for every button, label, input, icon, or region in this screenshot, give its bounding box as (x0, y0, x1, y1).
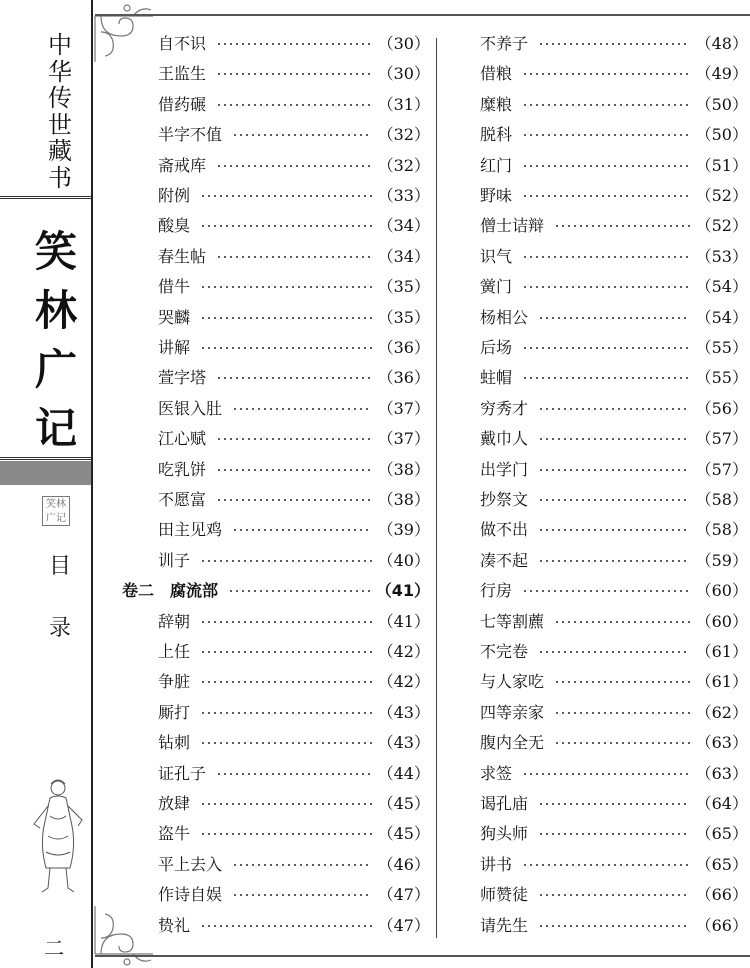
dot-leader (216, 164, 372, 168)
dot-leader (554, 741, 690, 745)
dot-leader (554, 680, 690, 684)
toc-entry (480, 759, 748, 789)
toc-entry-title: 凑不起 (480, 551, 529, 570)
toc-label-char: 目 (48, 554, 71, 579)
dot-leader (200, 741, 372, 745)
dot-leader (200, 224, 372, 228)
toc-entry-page: （51） (695, 156, 748, 175)
dot-leader (200, 711, 372, 715)
column-divider (436, 38, 437, 938)
dot-leader (232, 893, 372, 897)
toc-entry-title: 行房 (480, 581, 513, 600)
toc-entry-title: 训子 (158, 551, 191, 570)
toc-entry-title: 放肆 (158, 794, 191, 813)
dot-leader (538, 437, 690, 441)
dot-leader (200, 194, 372, 198)
toc-entry-page: （37） (377, 399, 430, 418)
corner-ornament-top-icon (93, 2, 155, 64)
toc-entry (158, 759, 430, 789)
toc-entry-title: 讲书 (480, 855, 513, 874)
sidebar (0, 0, 92, 968)
toc-entry-title: 贽礼 (158, 916, 191, 935)
dot-leader (200, 924, 372, 928)
toc-entry-page: （42） (377, 642, 430, 661)
dot-leader (522, 863, 690, 867)
toc-entry-title: 江心赋 (158, 429, 207, 448)
toc-entry-page: （39） (377, 520, 430, 539)
toc-entry-title: 做不出 (480, 520, 529, 539)
toc-entry (480, 424, 748, 454)
toc-entry-page: （30） (377, 34, 430, 53)
toc-entry-page: （35） (377, 277, 430, 296)
toc-entry-page: （58） (695, 490, 748, 509)
toc-entry (480, 546, 748, 576)
toc-entry-title: 狗头师 (480, 824, 529, 843)
toc-entry-page: （38） (377, 490, 430, 509)
toc-entry-title: 野味 (480, 186, 513, 205)
toc-entry-page: （30） (377, 64, 430, 83)
toc-entry-title: 请先生 (480, 916, 529, 935)
toc-entry (480, 576, 748, 606)
toc-entry-title: 戴巾人 (480, 429, 529, 448)
series-title (40, 32, 80, 191)
toc-entry (158, 819, 430, 849)
title-char: 林 (34, 286, 77, 335)
toc-entry (480, 181, 748, 211)
toc-entry-page: （57） (695, 460, 748, 479)
scholar-figure-illustration (28, 776, 88, 896)
dot-leader (554, 620, 690, 624)
dot-leader (216, 437, 372, 441)
dot-leader (216, 42, 372, 46)
toc-entry (158, 667, 430, 697)
toc-entry-page: （57） (695, 429, 748, 448)
toc-entry-page: （64） (695, 794, 748, 813)
top-border (95, 14, 750, 16)
toc-entry (158, 850, 430, 880)
toc-entry-title: 上任 (158, 642, 191, 661)
toc-entry (480, 819, 748, 849)
toc-entry-title: 证孔子 (158, 764, 207, 783)
gray-band (0, 461, 91, 485)
toc-entry-page: （41） (377, 612, 430, 631)
toc-entry-page: （56） (695, 399, 748, 418)
toc-entry-page: （32） (377, 156, 430, 175)
toc-entry (158, 911, 430, 941)
dot-leader (232, 528, 372, 532)
toc-entry-page: （60） (695, 581, 748, 600)
toc-entry-title: 医银入肚 (158, 399, 223, 418)
toc-entry-title: 借药碾 (158, 95, 207, 114)
toc-entry-title: 识气 (480, 247, 513, 266)
dot-leader (216, 376, 372, 380)
toc-label-char: 录 (48, 616, 71, 641)
toc-entry-title: 借牛 (158, 277, 191, 296)
dot-leader (538, 802, 690, 806)
title-char: 广 (34, 345, 77, 394)
dot-leader (228, 589, 370, 593)
toc-entry (480, 242, 748, 272)
bottom-border (95, 955, 750, 957)
dot-leader (200, 832, 372, 836)
toc-entry (480, 455, 748, 485)
toc-entry-title: 萱字塔 (158, 368, 207, 387)
toc-entry-title: 厮打 (158, 703, 191, 722)
toc-entry-title: 哭麟 (158, 308, 191, 327)
series-char: 书 (48, 163, 72, 192)
toc-entry-page: （36） (377, 338, 430, 357)
toc-entry-title: 师赞徒 (480, 885, 529, 904)
toc-entry (480, 303, 748, 333)
toc-entry (480, 637, 748, 667)
toc-entry-title: 不愿富 (158, 490, 207, 509)
toc-entry-page: （58） (695, 520, 748, 539)
toc-entry (480, 151, 748, 181)
toc-entry (480, 333, 748, 363)
toc-entry-page: （43） (377, 703, 430, 722)
toc-entry (480, 607, 748, 637)
dot-leader (522, 164, 690, 168)
dot-leader (216, 255, 372, 259)
dot-leader (538, 893, 690, 897)
toc-entry (158, 546, 430, 576)
seal-stamp: 笑林 广记 (42, 496, 70, 526)
toc-entry-page: （54） (695, 277, 748, 296)
toc-entry (158, 120, 430, 150)
toc-entry-title: 田主见鸡 (158, 520, 223, 539)
toc-entry (480, 120, 748, 150)
toc-entry-title: 杨相公 (480, 308, 529, 327)
dot-leader (522, 376, 690, 380)
dot-leader (216, 498, 372, 502)
dot-leader (216, 468, 372, 472)
dot-leader (232, 133, 372, 137)
toc-entry-page: （49） (695, 64, 748, 83)
toc-entry (480, 698, 748, 728)
toc-entry-page: （36） (377, 368, 430, 387)
dot-leader (538, 832, 690, 836)
toc-entry-page: （44） (377, 764, 430, 783)
toc-entry-page: （63） (695, 733, 748, 752)
dot-leader (200, 802, 372, 806)
toc-entry-title: 盗牛 (158, 824, 191, 843)
toc-entry (158, 455, 430, 485)
toc-entry (158, 424, 430, 454)
dot-leader (232, 863, 372, 867)
dot-leader (522, 772, 690, 776)
toc-entry (480, 363, 748, 393)
series-char: 中 (48, 31, 72, 59)
dot-leader (200, 559, 372, 563)
dot-leader (522, 589, 690, 593)
toc-entry-title: 抄祭文 (480, 490, 529, 509)
title-char: 笑 (34, 227, 77, 276)
toc-entry (158, 242, 430, 272)
toc-entry-title: 半字不值 (158, 125, 223, 144)
series-char: 世 (48, 110, 72, 139)
toc-entry (480, 29, 748, 59)
dot-leader (538, 559, 690, 563)
toc-entry (158, 363, 430, 393)
toc-entry (158, 181, 430, 211)
toc-entry-page: （65） (695, 824, 748, 843)
toc-entry (158, 394, 430, 424)
toc-entry (158, 59, 430, 89)
toc-entry (158, 698, 430, 728)
toc-entry (158, 29, 430, 59)
toc-entry-page: （54） (695, 308, 748, 327)
toc-entry (158, 515, 430, 545)
toc-entry (158, 728, 430, 758)
toc-entry (480, 667, 748, 697)
toc-entry-page: （66） (695, 916, 748, 935)
toc-entry (158, 637, 430, 667)
toc-label (44, 536, 76, 660)
toc-entry (480, 59, 748, 89)
toc-entry (480, 485, 748, 515)
toc-entry-page: （53） (695, 247, 748, 266)
series-char: 藏 (48, 137, 72, 165)
dot-leader (538, 650, 690, 654)
toc-entry-page: （38） (377, 460, 430, 479)
toc-entry-page: （35） (377, 308, 430, 327)
toc-entry-page: （48） (695, 34, 748, 53)
toc-entry-title: 糜粮 (480, 95, 513, 114)
dot-leader (538, 528, 690, 532)
toc-entry-title: 斋戒库 (158, 156, 207, 175)
dot-leader (538, 924, 690, 928)
toc-entry-page: （59） (695, 551, 748, 570)
toc-entry-title: 与人家吃 (480, 672, 545, 691)
dot-leader (538, 42, 690, 46)
toc-entry-title: 平上去入 (158, 855, 223, 874)
toc-entry (158, 789, 430, 819)
toc-entry (480, 911, 748, 941)
toc-entry-title: 僧士诘辩 (480, 216, 545, 235)
toc-entry (480, 272, 748, 302)
toc-entry-page: （63） (695, 764, 748, 783)
toc-entry (158, 607, 430, 637)
toc-entry-page: （31） (377, 95, 430, 114)
toc-entry-page: （65） (695, 855, 748, 874)
dot-leader (522, 133, 690, 137)
dot-leader (554, 711, 690, 715)
toc-entry-page: （47） (377, 916, 430, 935)
page-number: 二 (44, 936, 64, 960)
toc-entry-title: 黉门 (480, 277, 513, 296)
dot-leader (200, 316, 372, 320)
toc-entry-page: （33） (377, 186, 430, 205)
dot-leader (522, 255, 690, 259)
toc-entry-title: 脱科 (480, 125, 513, 144)
toc-entry-title: 出学门 (480, 460, 529, 479)
toc-section-heading (122, 576, 430, 606)
toc-entry (158, 90, 430, 120)
toc-entry (158, 272, 430, 302)
toc-entry (480, 394, 748, 424)
toc-entry (158, 880, 430, 910)
series-char: 华 (48, 57, 72, 86)
toc-entry-page: （52） (695, 216, 748, 235)
sidebar-border (91, 0, 93, 968)
toc-entry (480, 90, 748, 120)
toc-entry-title: 求签 (480, 764, 513, 783)
toc-entry (480, 515, 748, 545)
dot-leader (522, 103, 690, 107)
toc-entry-title: 穷秀才 (480, 399, 529, 418)
toc-entry (158, 303, 430, 333)
toc-entry-title: 作诗自娱 (158, 885, 223, 904)
toc-entry-page: （50） (695, 125, 748, 144)
toc-entry-title: 王监生 (158, 64, 207, 83)
book-title (26, 222, 86, 458)
toc-entry (480, 211, 748, 241)
toc-entry (158, 485, 430, 515)
toc-entry-title: 不养子 (480, 34, 529, 53)
toc-entry-page: （61） (695, 672, 748, 691)
toc-entry-page: （37） (377, 429, 430, 448)
toc-entry (480, 880, 748, 910)
dot-leader (522, 346, 690, 350)
dot-leader (538, 498, 690, 502)
dot-leader (522, 285, 690, 289)
toc-entry (480, 850, 748, 880)
dot-leader (216, 72, 372, 76)
toc-entry-page: （60） (695, 612, 748, 631)
toc-entry-title: 卷二 腐流部 (122, 581, 219, 600)
toc-entry-title: 辞朝 (158, 612, 191, 631)
toc-entry-page: （32） (377, 125, 430, 144)
toc-entry-title: 四等亲家 (480, 703, 545, 722)
dot-leader (538, 316, 690, 320)
toc-entry (158, 211, 430, 241)
toc-entry-page: （34） (377, 216, 430, 235)
toc-entry-title: 腹内全无 (480, 733, 545, 752)
toc-entry-page: （47） (377, 885, 430, 904)
toc-entry-page: （61） (695, 642, 748, 661)
toc-entry-page: （45） (377, 794, 430, 813)
toc-entry-page: （46） (377, 855, 430, 874)
toc-entry (158, 151, 430, 181)
dot-leader (200, 285, 372, 289)
toc-entry-page: （50） (695, 95, 748, 114)
toc-entry-page: （66） (695, 885, 748, 904)
toc-entry-title: 自不识 (158, 34, 207, 53)
title-char: 记 (34, 404, 77, 453)
toc-entry-title: 春生帖 (158, 247, 207, 266)
toc-entry-page: （52） (695, 186, 748, 205)
toc-entry-page: （62） (695, 703, 748, 722)
toc-entry-page: （55） (695, 368, 748, 387)
dot-leader (200, 620, 372, 624)
toc-entry-page: （43） (377, 733, 430, 752)
toc-entry-title: 附例 (158, 186, 191, 205)
dot-leader (538, 468, 690, 472)
dot-leader (200, 346, 372, 350)
toc-entry-page: （41） (375, 581, 430, 600)
toc-entry-page: （45） (377, 824, 430, 843)
dot-leader (200, 680, 372, 684)
toc-entry-page: （40） (377, 551, 430, 570)
dot-leader (522, 194, 690, 198)
toc-entry (480, 728, 748, 758)
toc-entry-title: 谒孔庙 (480, 794, 529, 813)
toc-entry-title: 争脏 (158, 672, 191, 691)
dot-leader (200, 650, 372, 654)
toc-entry-title: 吃乳饼 (158, 460, 207, 479)
toc-entry-page: （42） (377, 672, 430, 691)
dot-leader (538, 407, 690, 411)
toc-entry-title: 酸臭 (158, 216, 191, 235)
toc-entry-page: （34） (377, 247, 430, 266)
toc-entry-title: 七等割藨 (480, 612, 545, 631)
toc-entry (158, 333, 430, 363)
dot-leader (232, 407, 372, 411)
toc-entry-title: 蛀帽 (480, 368, 513, 387)
toc-entry-title: 红门 (480, 156, 513, 175)
toc-entry-title: 钻刺 (158, 733, 191, 752)
toc-entry-title: 借粮 (480, 64, 513, 83)
dot-leader (216, 772, 372, 776)
dot-leader (554, 224, 690, 228)
dot-leader (216, 103, 372, 107)
toc-entry-title: 后场 (480, 338, 513, 357)
toc-entry-title: 不完卷 (480, 642, 529, 661)
dot-leader (522, 72, 690, 76)
toc-entry-title: 讲解 (158, 338, 191, 357)
toc-entry (480, 789, 748, 819)
toc-entry-page: （55） (695, 338, 748, 357)
series-char: 传 (48, 84, 72, 112)
